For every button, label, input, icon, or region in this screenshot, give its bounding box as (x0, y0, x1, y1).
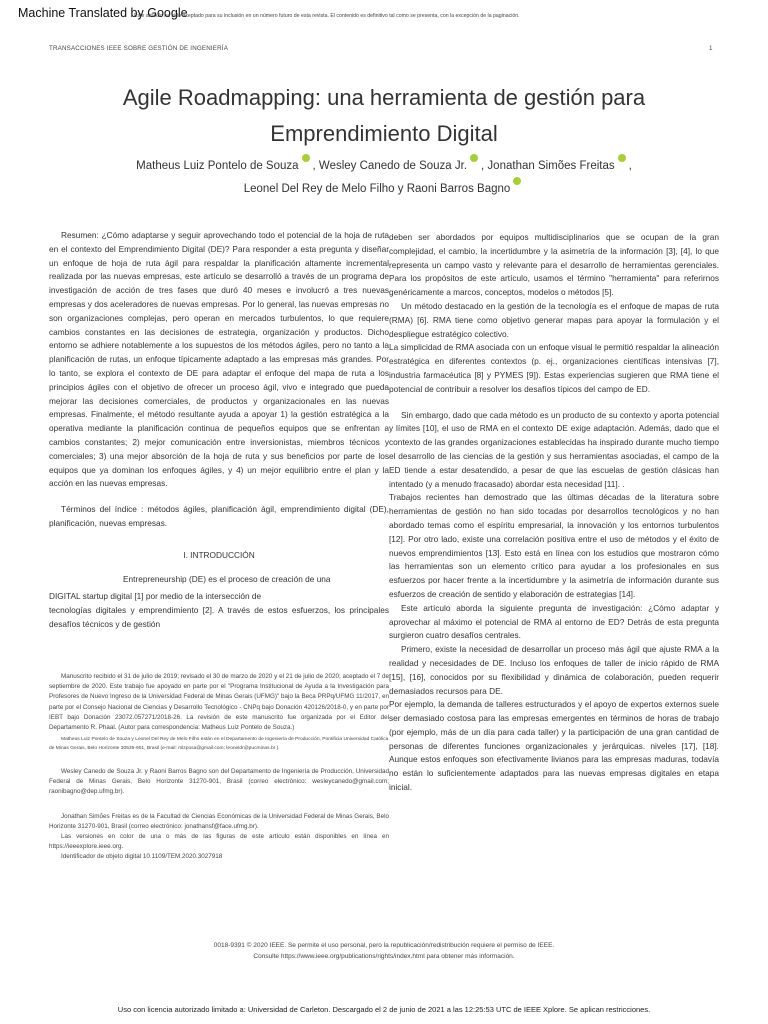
intro-line-2-text: startup digital [1] por medio de la intersección de (82, 591, 262, 602)
footnote-affiliation-1: Matheus Luiz Pontelo de Souza y Leonel Del Rey de Melo Filho están en el Departamento de Ingeniería de Producción, Pontificia Universidad Católica de Minas Gerais, Belo Horizonte 30535-901, Brasil (e-mail: mlzposa@gmail.com; leoneldr@pucminas.br ). (49, 737, 389, 751)
right-paragraph-5: Trabajos recientes han demostrado que las últimas décadas de la literatura sobre herramientas de gestión no han sido tocadas por desarrollos tecnológicos y no han abordado temas como el espíritu empresarial, la innovación y los entornos turbulentos [12]. Por otro lado, existe una correlación positiva entre el uso de métodos y el éxito de nuevos emprendimientos [13]. Esto está en línea con los estudios que mostraron cómo las herramientas son un elemento crítico para ayudar a los profesionales en sus esfuerzos por hacer frente a la incertidumbre y la asimetría de información durante sus esfuerzos de creación de sentido y elaboración de estrategias [14]. (389, 492, 719, 599)
paper-title (60, 80, 708, 152)
author-1: Matheus Luiz Pontelo de Souza (136, 160, 299, 172)
author-3-tail: , (628, 160, 632, 172)
page-number: 1 (709, 45, 713, 52)
running-head: TRANSACCIONES IEEE SOBRE GESTIÓN DE INGENIERÍA (49, 45, 229, 52)
author-list (60, 154, 708, 200)
author-3: , Jonathan Simões Freitas (481, 160, 615, 172)
authors-line-2 (60, 177, 708, 200)
right-paragraph-4: Sin embargo, dado que cada método es un producto de su contexto y aporta potencial y límites [10], el uso de RMA en el contexto DE exige adaptación. Además, dado que el contexto de las grandes organizaciones establecidas ha inspirado durante mucho tiempo el desarrollo de las ciencias de la gestión y sus herramientas asociadas, el campo de la ED tiende a estar desatendido, a pesar de que las escuelas de gestión clásicas han intentado (y a menudo fracasado) abordar esta necesidad [11]. . (389, 409, 719, 489)
footnote-color-versions: Las versiones en color de una o más de las figuras de este artículo están disponibles en línea en https://ieeexplore.ieee.org. (49, 833, 389, 851)
footnote-affiliation-3: Jonathan Simões Freitas es de la Facultad de Ciencias Económicas de la Universidad Federal de Minas Gerais, Belo Horizonte 31270-901, Brasil (correo electrónico: jonathansf@face.ufmg.br). (49, 812, 389, 830)
orcid-icon[interactable] (302, 154, 310, 162)
orcid-icon[interactable] (470, 154, 478, 162)
footnote-affiliation-2: Wesley Canedo de Souza Jr. y Raoni Barros Bagno son del Departamento de Ingeniería de Producción, Universidad Federal de Minas Gerais, Belo Horizonte 31270-901, Brasil (correo electrónico: wesleycanedo@gmail.com; raonibagno@dep.ufmg.br). (49, 768, 389, 796)
index-terms: Términos del índice : métodos ágiles, planificación ágil, emprendimiento digital (DE), planificación, nuevas empresas. (49, 504, 389, 528)
license-notice: Uso con licencia autorizado limitado a: Universidad de Carleton. Descargado el 2 de junio de 2021 a las 12:25:53 UTC de IEEE Xplore. Se aplican restricciones. (117, 1005, 651, 1014)
intro-line-2 (49, 590, 389, 604)
right-paragraph-7: Primero, existe la necesidad de desarrollar un proceso más ágil que ajuste RMA a la realidad y necesidades de DE. Incluso los enfoques de taller de inicio rápido de RMA [15], [16], conocidos por su flexibilidad y dinámica de colaboración, pueden requerir demasiados recursos para DE. (389, 644, 719, 696)
right-paragraph-2: Un método destacado en la gestión de la tecnología es el enfoque de mapas de ruta (RMA) [6]. RMA tiene como objetivo generar mapas para apoyar la formulación y el despliegue estratégico colectivo. (389, 300, 719, 339)
abstract: Resumen: ¿Cómo adaptarse y seguir aprovechando todo el potencial de la hoja de ruta en el contexto del Emprendimiento Digital (DE)? Para responder a esta pregunta y diseñar un enfoque de hoja de ruta ágil para respaldar la planificación altamente incremental realizada por las nuevas empresas, este artículo se desarrolló a través de un programa de investigación de acción de tres fases que duró 40 meses e involucró a tres nuevas empresas y dos aceleradores de nuevas empresas. Por lo general, las nuevas empresas no son organizaciones complejas, pero operan en mercados turbulentos, lo que requiere cambios constantes en las decisiones de estrategia, organización y productos. Dicho entorno se adhiere notablemente a los supuestos de los métodos ágiles, pero no tanto a la planificación de rutas, un enfoque típicamente adaptado a las empresas más grandes. Por lo tanto, se explora el contexto de DE para adaptar el enfoque del mapa de ruta a los principios ágiles con el objetivo de ofrecer un proceso ágil, vivo e integrado que pueda mejorar las decisiones comerciales, de productos y organizacionales en las nuevas empresas. Finalmente, el método resultante ayuda a apoyar 1) la gestión estratégica a la operativa mediante la planificación continua de pequeños equipos que se enfrentan a cambios constantes; 2) mejor comunicación entre inversionistas, miembros técnicos y comerciales; 3) una mejor absorción de la hoja de ruta y sus beneficios por parte de los equipos que ya dominan los enfoques ágiles, y 4) un mejor equilibrio entre el plan y la acción en las nuevas empresas. (49, 230, 389, 489)
left-column (49, 229, 389, 632)
author-2: , Wesley Canedo de Souza Jr. (312, 160, 468, 172)
orcid-icon[interactable] (513, 177, 521, 185)
right-paragraph-8: Por ejemplo, la demanda de talleres estructurados y el apoyo de expertos externos suele ser demasiado costosa para las empresas emergentes en términos de horas de trabajo (por ejemplo, más de un día para cada taller) y la participación de una gran cantidad de personas de diferentes funciones organizacionales y jerárquicas. niveles [17], [18]. Aunque estos enfoques son efectivamente livianos para las empresas maduras, todavía no están lo suficientemente adaptados para las nuevas empresas digitales en etapa inicial. (389, 699, 719, 793)
footnotes (49, 672, 389, 863)
dropcap-word: DIGITAL (49, 591, 81, 602)
right-paragraph-3: La simplicidad de RMA asociada con un enfoque visual le permitió respaldar la alineación estratégica en diferentes contextos (p. ej., organizaciones científicas intensivas [7], industria farmacéutica [8] y PYMES [9]). Estas experiencias sugieren que RMA tiene el potencial de contribuir a resolver los desafíos típicos del campo de ED. (389, 342, 719, 394)
title-line-1: Agile Roadmapping: una herramienta de gestión para (122, 85, 646, 110)
authors-line-1 (60, 154, 708, 177)
orcid-icon[interactable] (618, 154, 626, 162)
footnote-doi: Identificador de objeto digital 10.1109/TEM.2020.3027918 (61, 853, 223, 861)
footnote-manuscript: Manuscrito recibido el 31 de julio de 2019; revisado el 30 de marzo de 2020 y el 21 de julio de 2020; aceptado el 7 de septiembre de 2020. Este trabajo fue apoyado en parte por el "Programa Institucional de Ayuda a la Investigación para Profesores de Nuevo Ingreso de la Universidad Federal de Minas Gerais (UFMG)" bajo la Beca PRPq/UFMG 11/2017, en parte por el Consejo Nacional de Ciencias y Desarrollo Tecnológico - CNPq bajo Donación 420126/2018-0, y en parte por IEBT bajo Donación 23072.057271/2018-26. La revisión de este manuscrito fue organizada por el Editor del Departamento R. Phaal. (Autor para correspondencia: Matheus Luiz Pontelo de Souza.) (49, 673, 390, 732)
title-line-2: Emprendimiento Digital (270, 121, 498, 146)
intro-line-1: Entrepreneurship (DE) es el proceso de creación de una (123, 573, 331, 584)
copyright-notice (60, 941, 708, 962)
copyright-line-1: 0018-9391 © 2020 IEEE. Se permite el uso personal, pero la republicación/redistribución requiere el permiso de IEEE. (213, 942, 555, 949)
intro-paragraph (49, 573, 389, 632)
right-paragraph-1: deben ser abordados por equipos multidisciplinarios que se ocupan de la gran complejidad, el cambio, la incertidumbre y la asimetría de la información [3], [4], lo que representa un campo vasto y relevante para el desarrollo de herramientas gerenciales. Para los propósitos de este artículo, usamos el término "herramienta" para referirnos genéricamente a marcos, conceptos, modelos o métodos [5]. (389, 232, 719, 298)
authors-line-2-text: Leonel Del Rey de Melo Filho y Raoni Barros Bagno (243, 183, 511, 195)
acceptance-notice: Este artículo ha sido aceptado para su inclusión en un número futuro de esta revista. El contenido es definitivo tal como se presenta, con la excepción de la paginación. (134, 13, 520, 19)
copyright-line-2: Consulte https://www.ieee.org/publications/rights/index.html para obtener más información. (253, 952, 515, 960)
right-paragraph-6: Este artículo aborda la siguiente pregunta de investigación: ¿Cómo adaptar y aprovechar al máximo el potencial de RMA al entorno de ED? Detrás de esta pregunta surgieron cuatro desafíos centrales. (389, 602, 719, 641)
right-column (389, 231, 719, 795)
intro-line-3: tecnologías digitales y emprendimiento [2]. A través de estos esfuerzos, los principales desafíos técnicos y de gestión (49, 605, 389, 629)
section-heading-introduction: I. INTRODUCCIÓN (183, 549, 255, 560)
machine-translated-label: Machine Translated by Google (18, 6, 188, 20)
